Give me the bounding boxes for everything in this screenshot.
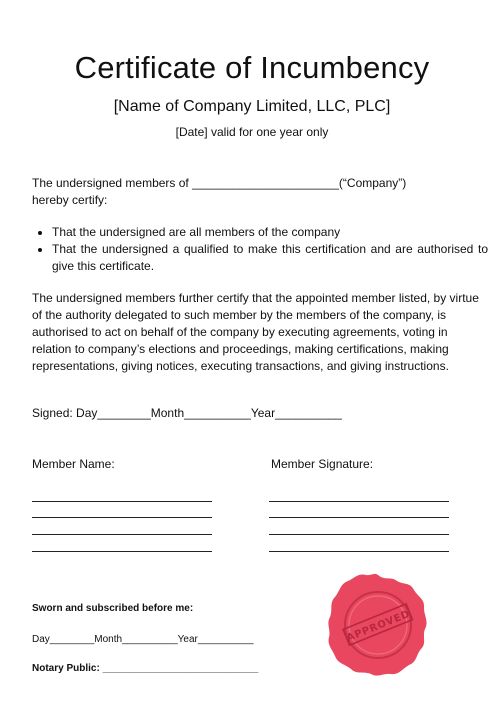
bullet-item: That the undersigned a qualified to make this certification and are authorised to give this certificate. xyxy=(32,241,488,275)
approved-wax-seal xyxy=(325,572,431,678)
bullet-item: That the undersigned are all members of the company xyxy=(32,224,488,241)
intro-statement xyxy=(32,175,472,209)
member-signature-line[interactable] xyxy=(269,551,449,552)
company-name-placeholder: [Name of Company Limited, LLC, PLC] xyxy=(113,98,391,115)
member-signature-label: Member Signature: xyxy=(271,457,374,471)
intro-line-certify: hereby certify: xyxy=(32,193,108,207)
member-signature-line[interactable] xyxy=(269,517,449,518)
member-signature-line[interactable] xyxy=(269,501,449,502)
member-name-line[interactable] xyxy=(32,534,212,535)
member-name-line[interactable] xyxy=(32,551,212,552)
notary-date-line: Day________Month__________Year__________ xyxy=(32,634,254,645)
seal-approved-text: APPROVED xyxy=(345,608,412,645)
validity-date-line: [Date] valid for one year only xyxy=(175,125,329,139)
signed-date-line: Signed: Day________Month__________Year__________ xyxy=(32,406,342,420)
member-name-label: Member Name: xyxy=(32,457,115,471)
sworn-label: Sworn and subscribed before me: xyxy=(32,603,194,614)
document-title: Certificate of Incumbency xyxy=(74,50,430,85)
member-name-line[interactable] xyxy=(32,517,212,518)
certification-bullets xyxy=(32,224,488,275)
intro-line-company: The undersigned members of ______________________(“Company”) xyxy=(32,176,407,190)
notary-public-line: Notary Public: ____________________________ xyxy=(32,663,259,674)
authority-paragraph: The undersigned members further certify that the appointed member listed, by virtue of the authority delegated to such member by the members of the company, is authorised to act on behalf of the company by executing agreements, voting in relation to company’s elections and proceedings, making certifications, making representations, giving notices, executing transactions, and giving instructions. xyxy=(32,291,479,373)
member-name-line[interactable] xyxy=(32,501,212,502)
member-signature-line[interactable] xyxy=(269,534,449,535)
